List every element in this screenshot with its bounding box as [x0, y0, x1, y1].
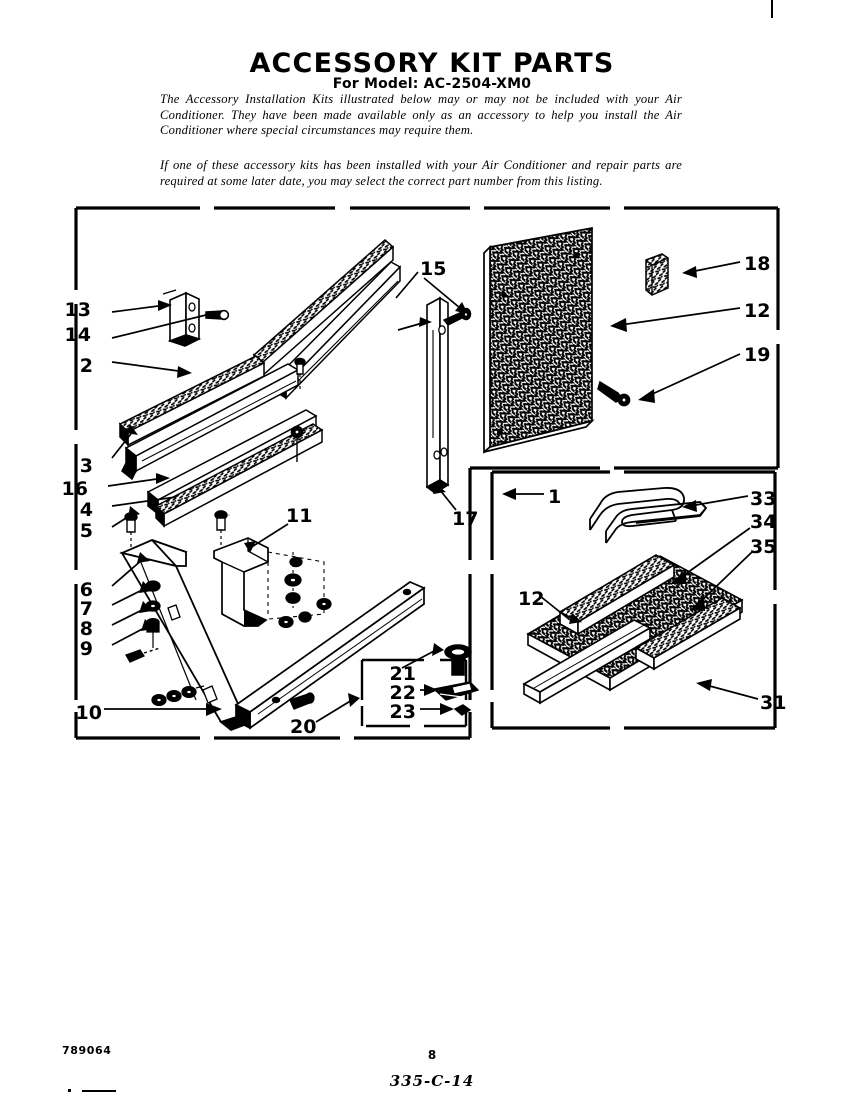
screw-mid: [215, 511, 227, 548]
callout-14: 14: [64, 324, 91, 346]
callout-15: 15: [420, 258, 447, 280]
bottom-fastener-row: [152, 686, 204, 705]
part-17-vertical-channel: [427, 298, 448, 493]
callout-7: 7: [79, 598, 93, 620]
callout-34: 34: [750, 511, 777, 533]
callout-23: 23: [389, 701, 416, 723]
callout-13: 13: [64, 299, 91, 321]
intro-paragraph-2: If one of these accessory kits has been installed with your Air Conditioner and repair parts are required at some later date, you may select the correct part number from this listing.: [160, 158, 682, 188]
callout-3: 3: [79, 455, 93, 477]
callout-31: 31: [760, 692, 787, 714]
bottom-dot-mark: [68, 1089, 71, 1092]
callout-6: 6: [79, 579, 93, 601]
callout-19: 19: [744, 344, 771, 366]
part-18-block: [646, 254, 668, 295]
callout-1: 1: [548, 486, 562, 508]
callout-2: 2: [79, 355, 93, 377]
bracket-fastener-cluster: [279, 552, 331, 627]
callout-12-inset: 12: [518, 588, 545, 610]
callout-12: 12: [744, 300, 771, 322]
callout-18: 18: [744, 253, 771, 275]
page-title: ACCESSORY KIT PARTS: [249, 48, 615, 79]
form-number: 789064: [62, 1044, 112, 1057]
callout-22: 22: [389, 682, 416, 704]
model-subtitle: For Model: AC-2504-XM0: [332, 76, 532, 92]
callout-16: 16: [61, 478, 88, 500]
callout-35: 35: [750, 536, 777, 558]
callout-11: 11: [286, 505, 313, 527]
part-23-washer: [455, 705, 470, 715]
callout-21: 21: [389, 663, 416, 685]
part-33-seal-strip: [590, 488, 706, 543]
callout-4: 4: [79, 499, 93, 521]
part-11-mounting-bracket: [214, 538, 268, 626]
callout-33: 33: [750, 488, 777, 510]
callout-5: 5: [79, 520, 93, 542]
callout-8: 8: [79, 618, 93, 640]
part-12-textured-panel: [484, 228, 592, 452]
callout-9: 9: [79, 638, 93, 660]
bottom-rule-mark: [82, 1090, 116, 1092]
page-number: 8: [427, 1048, 437, 1062]
intro-paragraph-1: The Accessory Installation Kits illustrated below may or may not be included with your Air Conditioner. They have been made available only as an accessory to help you install the Air Conditioner where special circumstances may require them.: [160, 92, 682, 138]
arm-bolt: [126, 648, 160, 662]
part-19-eye-bolt: [598, 382, 630, 406]
callout-17: 17: [452, 508, 479, 530]
callout-20: 20: [290, 716, 317, 738]
annotation-code: 335-C-14: [389, 1072, 475, 1090]
callout-10: 10: [75, 702, 102, 724]
